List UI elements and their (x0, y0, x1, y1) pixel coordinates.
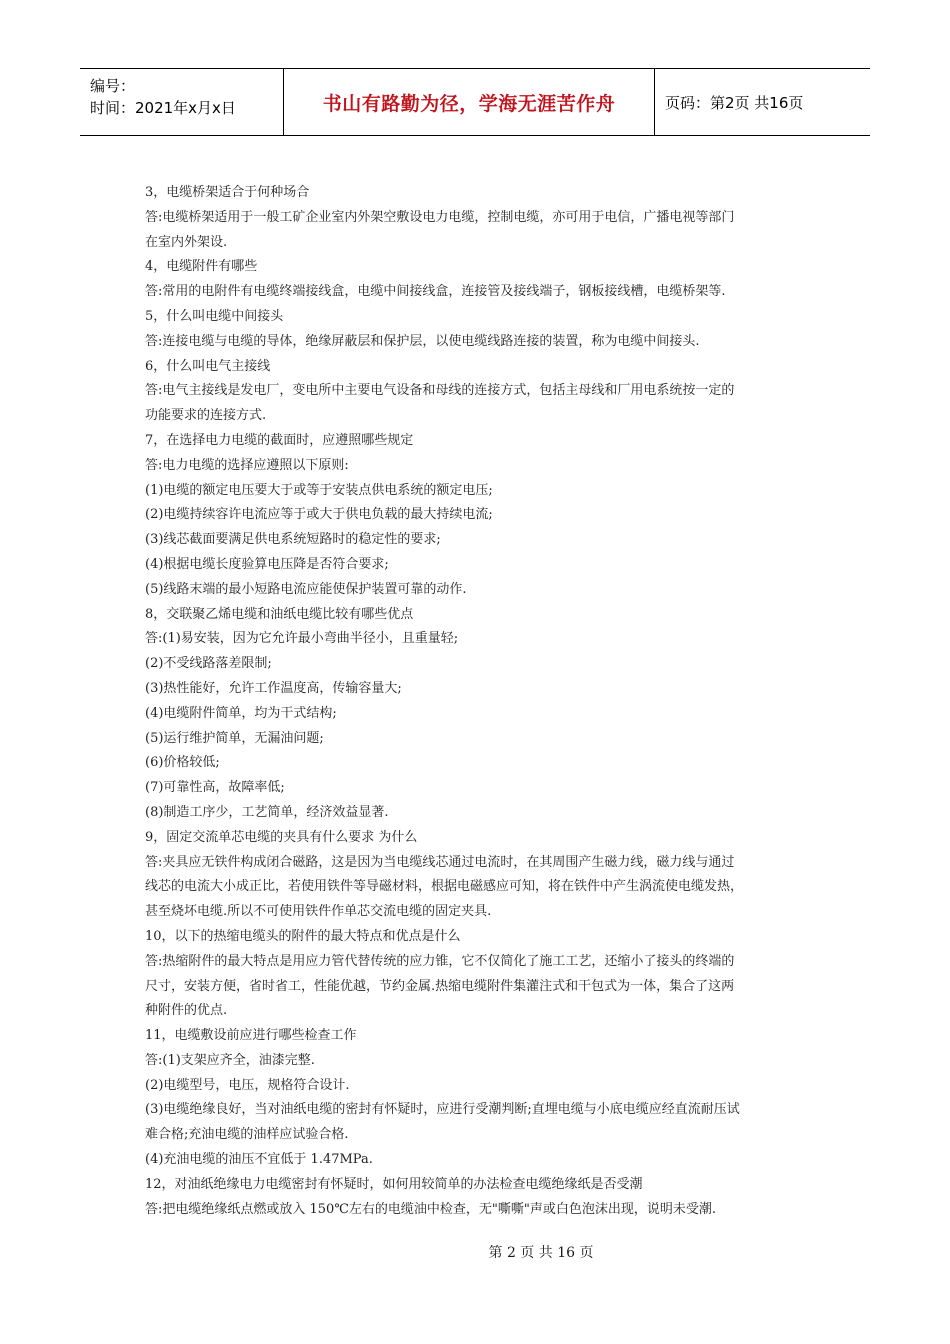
text-line: 4，电缆附件有哪些 (145, 259, 258, 275)
text-line: 12，对油纸绝缘电力电缆密封有怀疑时，如何用较简单的办法检查电缆绝缘纸是否受潮 (145, 1176, 643, 1192)
text-line: 6，什么叫电气主接线 (145, 358, 271, 374)
text-line: 9，固定交流单芯电缆的夹具有什么要求 为什么 (145, 829, 418, 845)
text-line: 功能要求的连接方式. (145, 408, 267, 424)
text-line: (5)线路末端的最小短路电流应能使保护装置可靠的动作. (145, 581, 467, 597)
page-footer (0, 1242, 950, 1262)
text-line: (2)电缆持续容许电流应等于或大于供电负载的最大持续电流; (145, 507, 493, 523)
text-line: (4)电缆附件简单，均为干式结构; (145, 705, 337, 721)
number-label: 编号： (90, 77, 136, 95)
text-line: (2)电缆型号，电压，规格符合设计. (145, 1077, 350, 1093)
text-line: (6)价格较低; (145, 755, 220, 771)
text-line: (8)制造工序少，工艺简单，经济效益显著. (145, 804, 389, 820)
text-line: 甚至烧坏电缆.所以不可使用铁件作单芯交流电缆的固定夹具. (145, 904, 492, 920)
text-line: 种附件的优点. (145, 1003, 228, 1019)
text-line: 10，以下的热缩电缆头的附件的最大特点和优点是什么 (145, 928, 461, 944)
text-line: 答:夹具应无铁件构成闭合磁路，这是因为当电缆线芯通过电流时，在其周围产生磁力线，磁力线与通过 (145, 854, 735, 870)
text-line: 答:热缩附件的最大特点是用应力管代替传统的应力锥，它不仅简化了施工工艺，还缩小了接头的终端的 (145, 953, 735, 969)
text-line: 尺寸，安装方便，省时省工，性能优越，节约金属.热缩电缆附件集灌注式和干包式为一体，集合了这两 (145, 978, 735, 994)
text-line: (1)电缆的额定电压要大于或等于安装点供电系统的额定电压; (145, 482, 493, 498)
document-body (145, 181, 805, 1222)
text-line: 答:电力电缆的选择应遵照以下原则: (145, 457, 349, 473)
text-line: 3，电缆桥架适合于何种场合 (145, 185, 310, 200)
text-line: 答:(1)支架应齐全，油漆完整. (145, 1052, 315, 1068)
text-line: (2)不受线路落差限制; (145, 656, 272, 672)
text-line: 答:把电缆绝缘纸点燃或放入 150℃左右的电缆油中检查，无"嘶嘶"声或白色泡沫出现，说明未受潮. (145, 1201, 716, 1217)
text-line: (3)线芯截面要满足供电系统短路时的稳定性的要求; (145, 532, 441, 548)
text-line: (4)根据电缆长度验算电压降是否符合要求; (145, 556, 389, 572)
text-line: 11，电缆敷设前应进行哪些检查工作 (145, 1028, 357, 1044)
text-line: 答:电缆桥架适用于一般工矿企业室内外架空敷设电力电缆，控制电缆，亦可用于电信，广播电视等部门 (145, 209, 735, 225)
text-line: (3)热性能好，允许工作温度高，传输容量大; (145, 680, 402, 696)
page-header (80, 68, 870, 136)
text-line: (5)运行维护简单，无漏油问题; (145, 730, 324, 746)
text-line: (3)电缆绝缘良好，当对油纸电缆的密封有怀疑时，应进行受潮判断;直埋电缆与小底电缆应经直流耐压试 (145, 1102, 740, 1118)
text-line: 难合格;充油电缆的油样应试验合格. (145, 1127, 349, 1143)
footer-page-number: 第 2 页 共 16 页 (488, 1245, 594, 1261)
text-line: 答:电气主接线是发电厂，变电所中主要电气设备和母线的连接方式，包括主母线和厂用电系统按一定的 (145, 383, 735, 399)
header-meta (80, 69, 283, 135)
header-page-label: 页码：第2页 共16页 (665, 93, 804, 112)
text-line: 线芯的电流大小成正比，若使用铁件等导磁材料，根据电磁感应可知，将在铁件中产生涡流使电缆发热， (145, 879, 744, 895)
text-line: (7)可靠性高，故障率低; (145, 780, 285, 796)
text-line: 答:(1)易安装，因为它允许最小弯曲半径小，且重量轻; (145, 631, 459, 647)
header-motto: 书山有路勤为径，学海无涯苦作舟 (283, 69, 655, 135)
text-line: 答:连接电缆与电缆的导体，绝缘屏蔽层和保护层，以使电缆线路连接的装置，称为电缆中间接头. (145, 333, 700, 349)
text-line: 在室内外架设. (145, 234, 228, 250)
time-label: 时间：2021年x月x日 (90, 99, 236, 117)
text-line: 5，什么叫电缆中间接头 (145, 308, 284, 324)
text-line: 8，交联聚乙烯电缆和油纸电缆比较有哪些优点 (145, 606, 414, 622)
text-line: 7，在选择电力电缆的截面时，应遵照哪些规定 (145, 432, 414, 448)
text-line: 答:常用的电附件有电缆终端接线盒，电缆中间接线盒，连接管及接线端子，钢板接线槽，电缆桥架等. (145, 284, 726, 300)
text-line: (4)充油电缆的油压不宜低于 1.47MPa. (145, 1152, 373, 1168)
